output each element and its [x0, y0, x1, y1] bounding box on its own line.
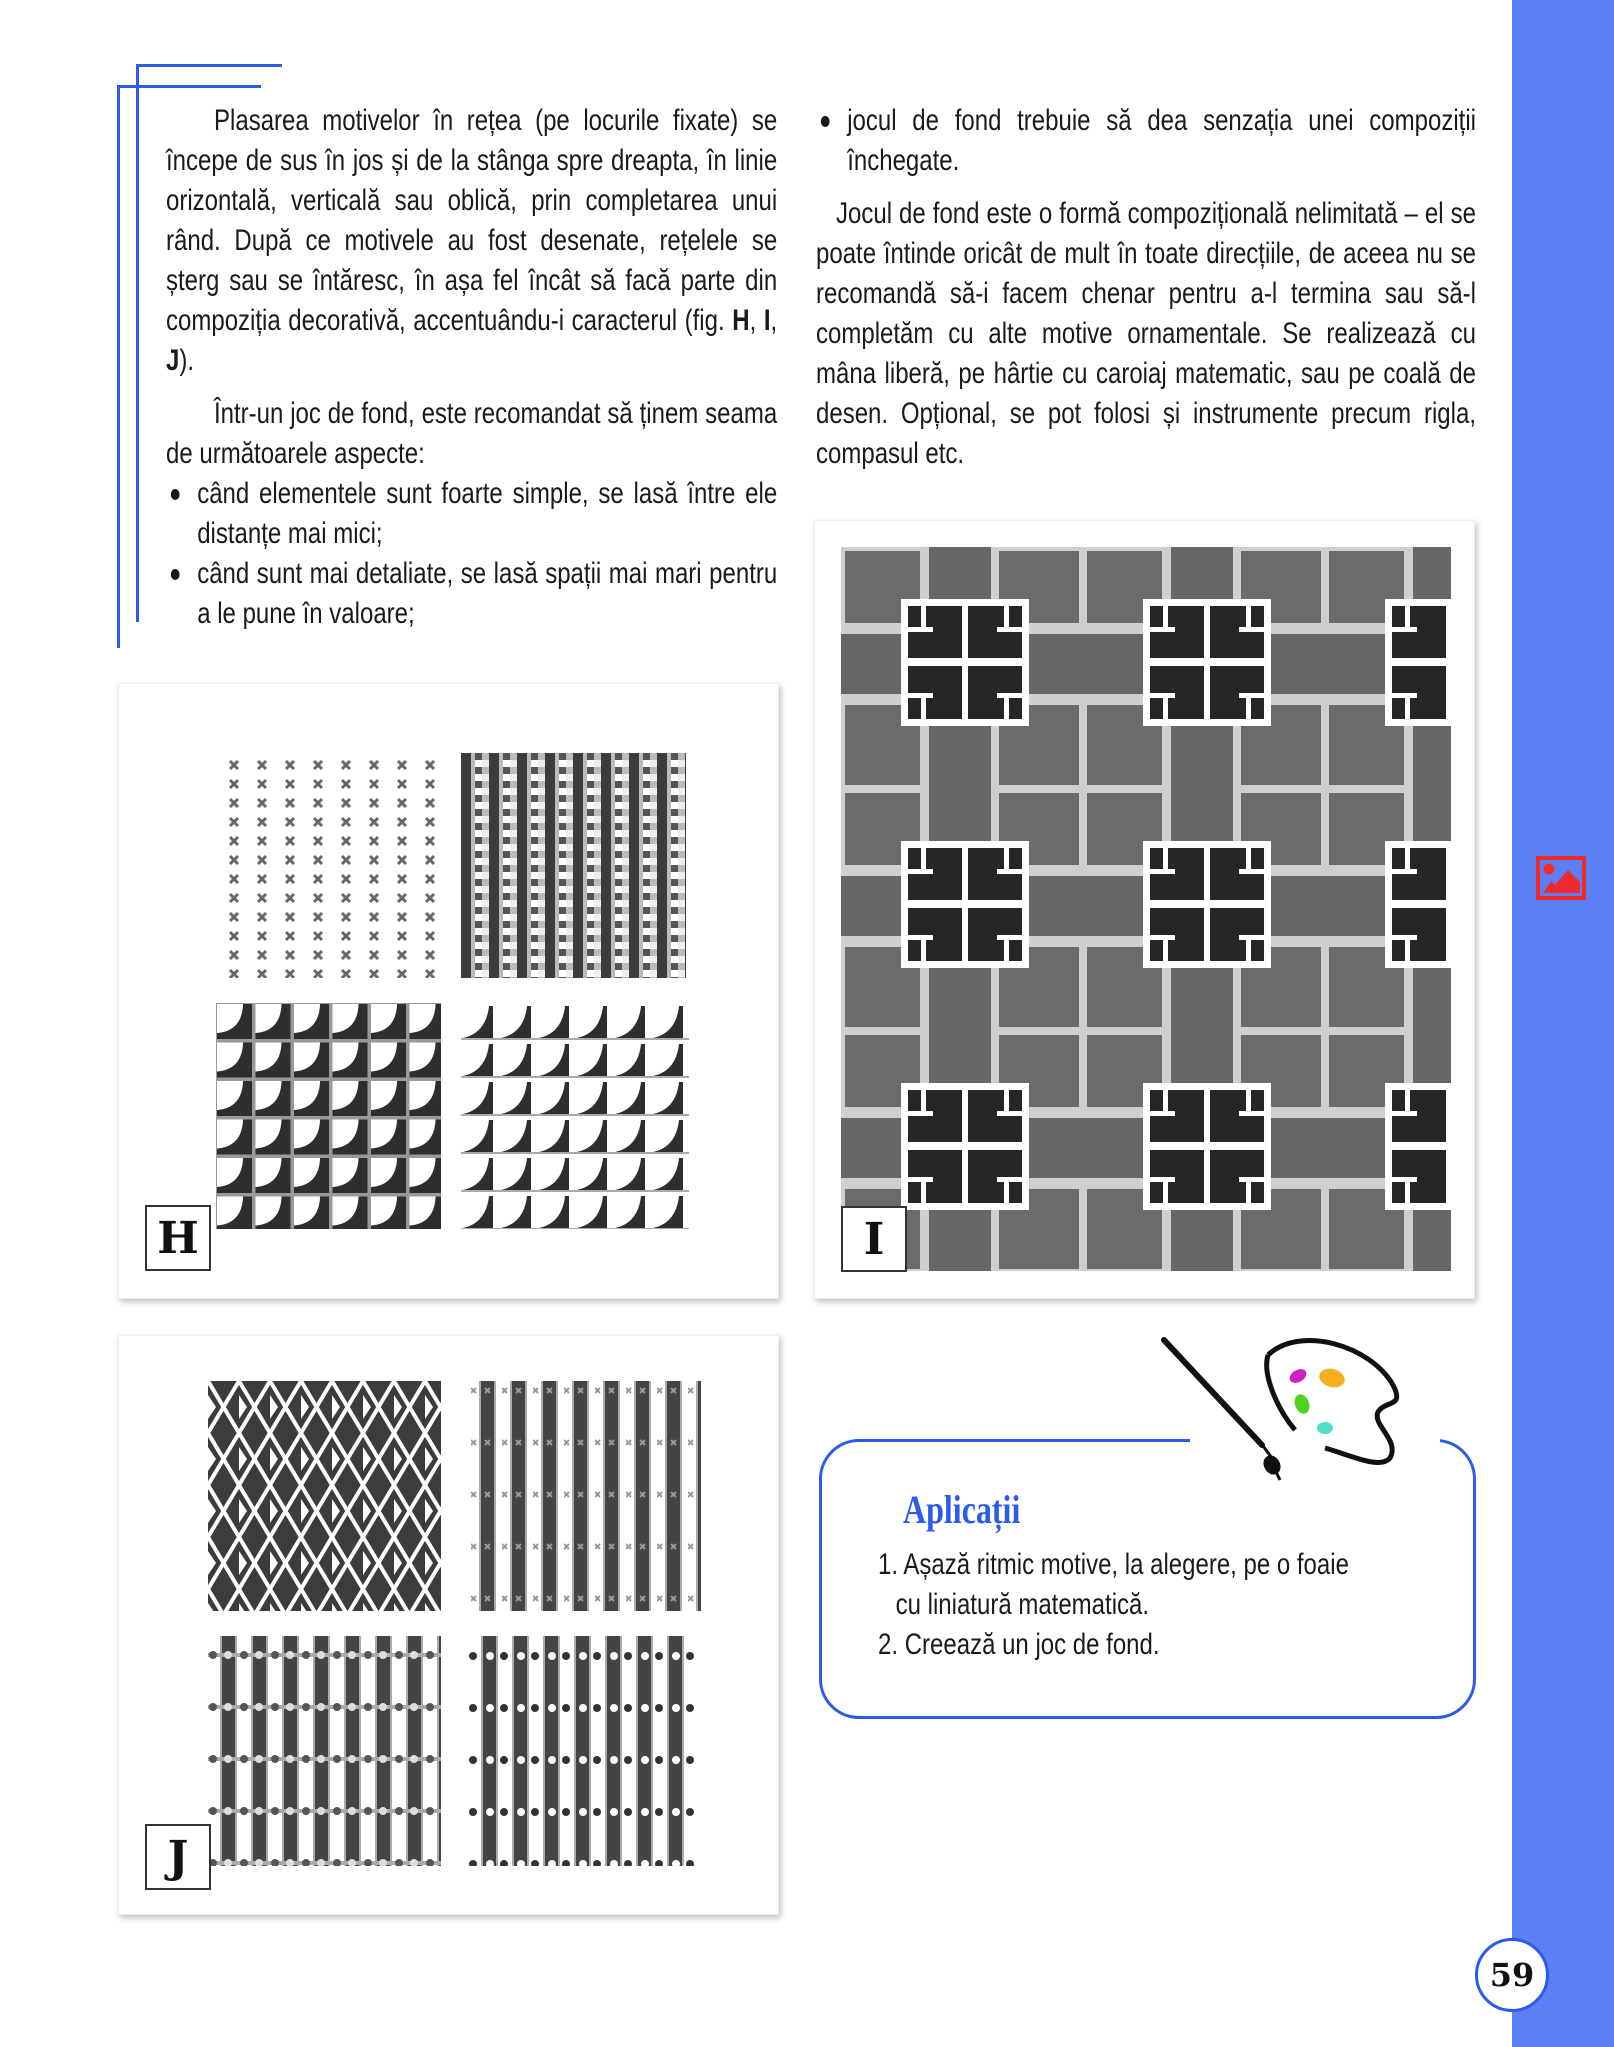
fig-ref: J	[166, 344, 180, 377]
separator: ,	[749, 304, 764, 337]
figure-h-patterns	[119, 684, 778, 1298]
application-item	[878, 1545, 1374, 1585]
item-number: 1.	[878, 1548, 899, 1581]
paintbrush-palette-icon	[1150, 1330, 1420, 1490]
fig-ref: H	[732, 304, 750, 337]
image-icon[interactable]	[1535, 855, 1587, 901]
figure-i-pattern	[815, 521, 1474, 1298]
decor-line	[118, 85, 261, 88]
paragraph-text: Plasarea motivelor în rețea (pe locurile fixate) se începe de sus în jos și de la stânga spre dreapta, în linie orizontală, verticală sau oblică, prin completarea unui rând. După ce motivele au fost desenate, rețelele se șterg sau se întăresc, în așa fel încât să facă parte din compoziția decorativă, accentuându-i caracterul (fig.	[166, 104, 778, 337]
figure-h	[118, 683, 779, 1299]
list-item: când elementele sunt foarte simple, se lasă între ele distanțe mai mici;	[166, 474, 777, 554]
figure-j-patterns	[119, 1336, 778, 1914]
left-text-column	[166, 101, 777, 634]
separator: ,	[770, 304, 778, 337]
bullet-list	[166, 474, 777, 634]
figure-label-j: J	[145, 1824, 211, 1890]
side-strip	[1512, 0, 1614, 2047]
list-item: jocul de fond trebuie să dea senzația unei compoziții închegate.	[816, 101, 1476, 181]
paragraph: Într-un joc de fond, este recomandat să ținem seama de următoarele aspecte:	[166, 397, 778, 470]
item-text: Creează un joc de fond.	[904, 1628, 1160, 1661]
paragraph	[166, 101, 777, 381]
figure-label-h: H	[145, 1205, 211, 1271]
right-text-column	[816, 101, 1476, 487]
bullet-list	[816, 101, 1476, 181]
application-item	[878, 1625, 1374, 1665]
paragraph: Jocul de fond este o formă compozițională nelimitată – el se poate întinde oricât de mult în toate direcțiile, de aceea nu se recomandă să-i facem chenar pentru a-l termina sau să-l completăm cu alte motive ornamentale. Se realizează cu mâna liberă, pe hârtie cu caroiaj matematic, sau pe coală de desen. Opțional, se pot folosi și instrumente precum rigla, compasul etc.	[816, 197, 1476, 470]
page-number: 59	[1475, 1938, 1549, 2012]
application-item-continuation: cu liniatură matematică.	[895, 1588, 1150, 1621]
list-item: când sunt mai detaliate, se lasă spații mai mari pentru a le pune în valoare;	[166, 554, 777, 634]
fig-ref: I	[763, 304, 771, 337]
decor-line	[136, 64, 139, 622]
separator: ).	[179, 344, 195, 377]
item-text: Așază ritmic motive, la alegere, pe o foaie	[903, 1548, 1349, 1581]
decor-line	[117, 85, 120, 648]
figure-i	[814, 520, 1475, 1299]
applications-title: Aplicații	[903, 1487, 1021, 1532]
figure-j	[118, 1335, 779, 1915]
figure-label-i: I	[841, 1206, 907, 1272]
decor-line	[137, 64, 282, 67]
applications-list	[878, 1545, 1374, 1665]
item-number: 2.	[878, 1628, 899, 1661]
